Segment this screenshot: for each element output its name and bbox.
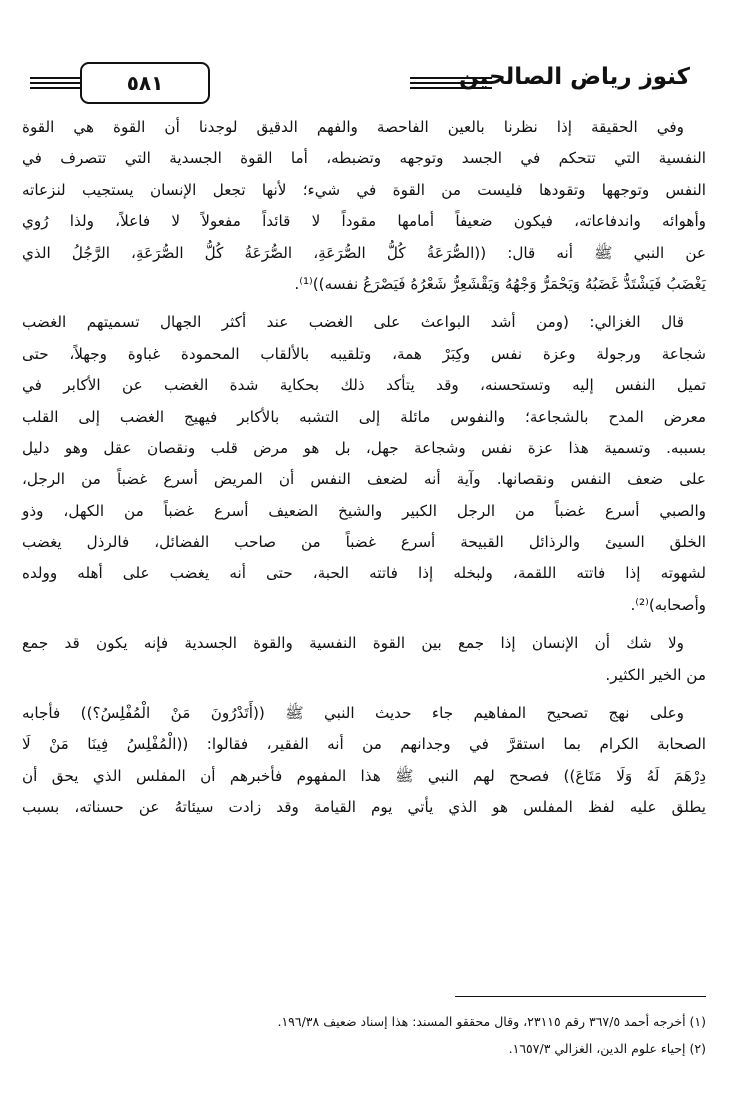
book-title: كنوز رياض الصالحين bbox=[458, 64, 690, 90]
footnote-separator bbox=[455, 996, 706, 997]
footnote: (١) أخرجه أحمد ٣٦٧/٥ رقم ٢٣١١٥، وقال محققو المسند: هذا إسناد ضعيف ١٩٦/٣٨. bbox=[277, 1014, 706, 1029]
text-line: لشهوته إذا فاتته اللقمة، ولبخله إذا فاتته الحبة، حتى أنه يغضب على أهله وولده bbox=[22, 564, 706, 583]
text-line: وعلى نهج تصحيح المفاهيم جاء حديث النبي ﷺ ((أَتَدْرُونَ مَنْ الْمُفْلِسُ؟)) فأجابه bbox=[22, 704, 684, 723]
header-rule bbox=[410, 87, 492, 89]
footnotes bbox=[22, 1008, 706, 1062]
text-line: الخلق السيئ والرذائل القبيحة أسرع غضباً من صاحب الفضائل، فالرذل يغضب bbox=[22, 533, 706, 552]
header-rule bbox=[30, 87, 80, 89]
text-line: دِرْهَمَ لَهُ وَلَا مَتَاعَ)) فصحح لهم النبي ﷺ هذا المفهوم فأخبرهم أن المفلس الذي يحق أن bbox=[22, 766, 706, 785]
text-line: تميل النفس إليه وتستحسنه، وقد يتأكد ذلك بحكاية شدة الغضب عن الأكابر في bbox=[22, 376, 706, 395]
running-header bbox=[30, 58, 690, 104]
page-number: ٥٨١ bbox=[80, 62, 210, 104]
main-text bbox=[22, 112, 706, 824]
text-line: وفي الحقيقة إذا نظرنا بالعين الفاحصة والفهم الدقيق لوجدنا أن القوة هي القوة bbox=[22, 118, 684, 136]
text-line: وأصحابه)⁽²⁾. bbox=[630, 595, 706, 614]
header-rule bbox=[30, 82, 80, 84]
text-line: الصحابة الكرام بما استقرَّ في وجدانهم من أنه الفقير، فقالوا: ((الْمُفْلِسُ فِينَا مَنْ لَا bbox=[22, 735, 706, 754]
text-line: ولا شك أن الإنسان إذا جمع بين القوة النفسية والقوة الجسدية فإنه يكون قد جمع bbox=[22, 634, 684, 653]
text-line: من الخير الكثير. bbox=[605, 665, 706, 684]
text-line: النفسية التي تتحكم في الجسد وتوجهه وتضبطه، أما القوة الجسدية التي تتصرف في bbox=[22, 149, 706, 168]
header-rule bbox=[410, 82, 492, 84]
text-line: على ضعف النفس ونقصانها. وآية أنه لضعف النفس أن المريض أسرع غضباً من الرجل، bbox=[22, 470, 706, 489]
header-rule bbox=[30, 77, 80, 79]
header-rule bbox=[410, 77, 492, 79]
footnote: (٢) إحياء علوم الدين، الغزالي ١٦٥٧/٣. bbox=[508, 1041, 706, 1056]
text-line: يَغْضَبُ فَيَشْتَدُّ غَضَبُهُ وَيَحْمَرُّ وَجْهُهُ وَيَقْشَعِرُّ شَعْرُهُ فَيَصْرَعُ نفسه))⁽¹⁾. bbox=[294, 274, 706, 293]
text-line: بسببه. وتسمية هذا عزة نفس وشجاعة جهل، بل هو مرض قلب ونقصان عقل وهو دليل bbox=[22, 438, 706, 457]
text-line: يطلق عليه لفظ المفلس هو الذي يأتي يوم القيامة وقد زادت سيئاتهُ عن حسناته، بسبب bbox=[22, 798, 706, 817]
text-line: والصبي أسرع غضباً من الرجل الكبير والشيخ الضعيف أسرع غضباً من الكهل، وذو bbox=[22, 501, 706, 520]
text-line: قال الغزالي: (ومن أشد البواعث على الغضب عند أكثر الجهال تسميتهم الغضب bbox=[22, 313, 684, 332]
text-line: عن النبي ﷺ أنه قال: ((الصُّرَعَةُ كُلُّ الصُّرَعَةِ، الصُّرَعَةُ كُلُّ الصُّرَعَةِ، الرَّجُلُ الذي bbox=[22, 243, 706, 262]
text-line: معرض المدح بالشجاعة؛ والنفوس مائلة إلى التشبه بالأكابر فيهيج الغضب إلى القلب bbox=[22, 407, 706, 426]
text-line: وأهوائه واندفاعاته، فيكون ضعيفاً أمامها مقوداً لا قائداً مفعولاً لا فاعلاً، ولذا رُوي bbox=[22, 212, 706, 231]
text-line: شجاعة ورجولة وعزة نفس وكِبَرْ همة، وتلقيبه بالألقاب المحمودة غباوة وجهلاً، حتى bbox=[22, 344, 706, 363]
text-line: النفس وتوجهها وتقودها فليست من القوة في شيء؛ لأنها تجعل الإنسان يستجيب لنزعاته bbox=[22, 180, 706, 199]
